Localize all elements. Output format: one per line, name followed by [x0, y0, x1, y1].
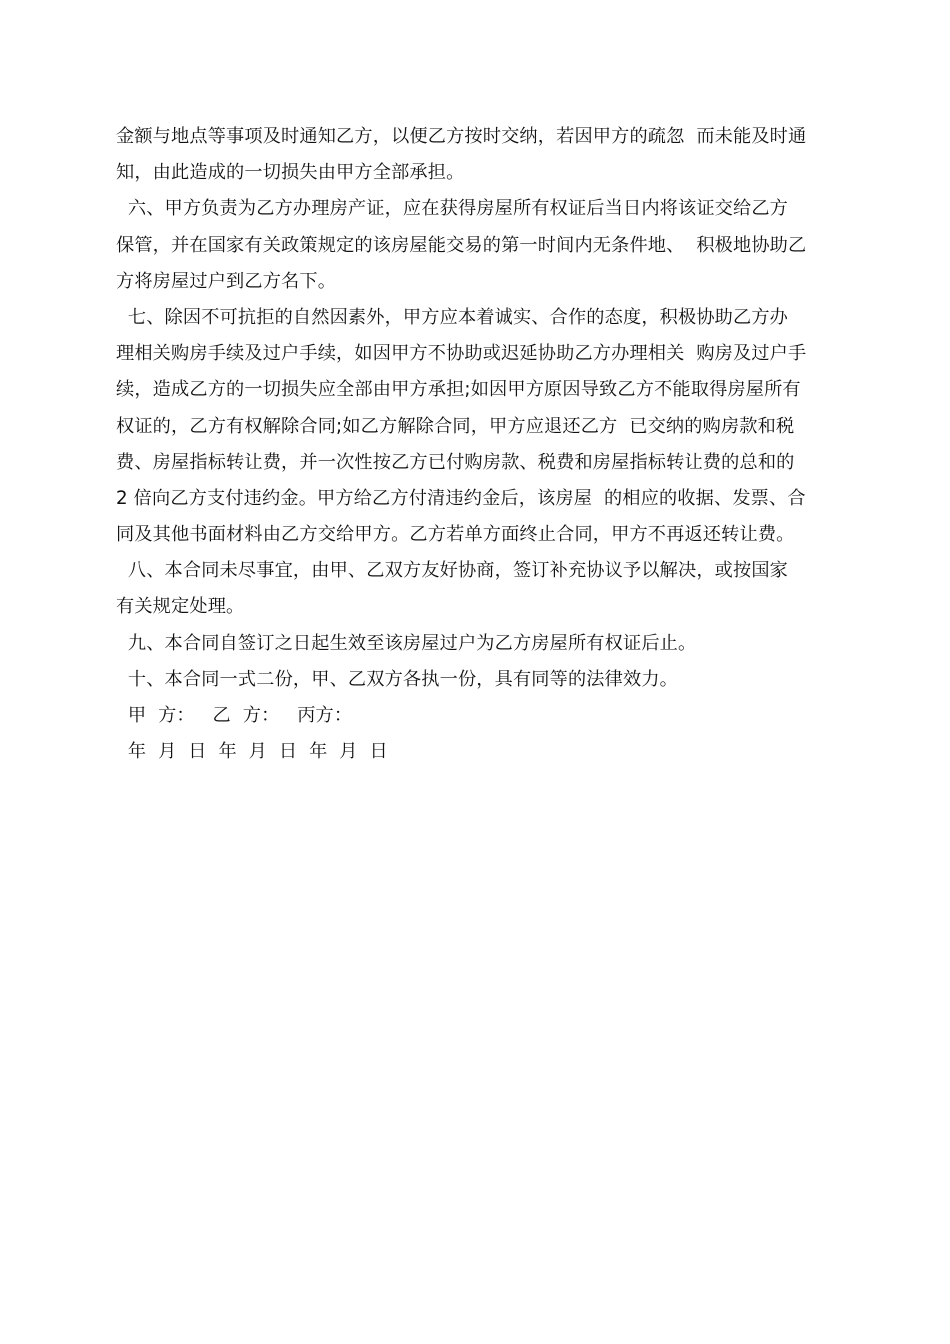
clause-6-line-1: 六、甲方负责为乙方办理房产证，应在获得房屋所有权证后当日内将该证交给乙方 [116, 198, 789, 220]
clause-7-line-6: 2 倍向乙方支付违约金。甲方给乙方付清违约金后，该房屋 的相应的收据、发票、合 [116, 487, 806, 509]
signature-date-line: 年 月 日 年 月 日 年 月 日 [116, 741, 388, 763]
clause-7-line-2: 理相关购房手续及过户手续，如因甲方不协助或迟延协助乙方办理相关 购房及过户手 [116, 343, 807, 365]
contract-text [116, 119, 836, 770]
signature-parties-line: 甲 方： 乙 方： 丙方： [116, 705, 353, 726]
clause-8-line-1: 八、本合同未尽事宜，由甲、乙双方友好协商，签订补充协议予以解决，或按国家 [116, 560, 789, 582]
text-line-continuation-1: 金额与地点等事项及时通知乙方，以便乙方按时交纳，若因甲方的疏忽 而未能及时通 [116, 126, 807, 147]
clause-8-line-2: 有关规定处理。 [116, 596, 245, 618]
clause-7-line-3: 续，造成乙方的一切损失应全部由甲方承担;如因甲方原因导致乙方不能取得房屋所有 [116, 379, 801, 401]
clause-10-line-1: 十、本合同一式二份，甲、乙双方各执一份，具有同等的法律效力。 [116, 668, 678, 690]
clause-6-line-2: 保管，并在国家有关政策规定的该房屋能交易的第一时间内无条件地、 积极地协助乙 [116, 234, 807, 256]
clause-7-line-4: 权证的，乙方有权解除合同;如乙方解除合同，甲方应退还乙方 已交纳的购房款和税 [116, 415, 795, 437]
clause-7-line-1: 七、除因不可抗拒的自然因素外，甲方应本着诚实、合作的态度，积极协助乙方办 [116, 306, 789, 328]
text-line-continuation-2: 知，由此造成的一切损失由甲方全部承担。 [116, 162, 465, 184]
clause-7-line-7: 同及其他书面材料由乙方交给甲方。乙方若单方面终止合同，甲方不再返还转让费。 [116, 524, 795, 546]
clause-6-line-3: 方将房屋过户到乙方名下。 [116, 270, 337, 292]
clause-9-line-1: 九、本合同自签订之日起生效至该房屋过户为乙方房屋所有权证后止。 [116, 632, 697, 654]
clause-7-line-5: 费、房屋指标转让费，并一次性按乙方已付购房款、税费和房屋指标转让费的总和的 [116, 451, 795, 473]
